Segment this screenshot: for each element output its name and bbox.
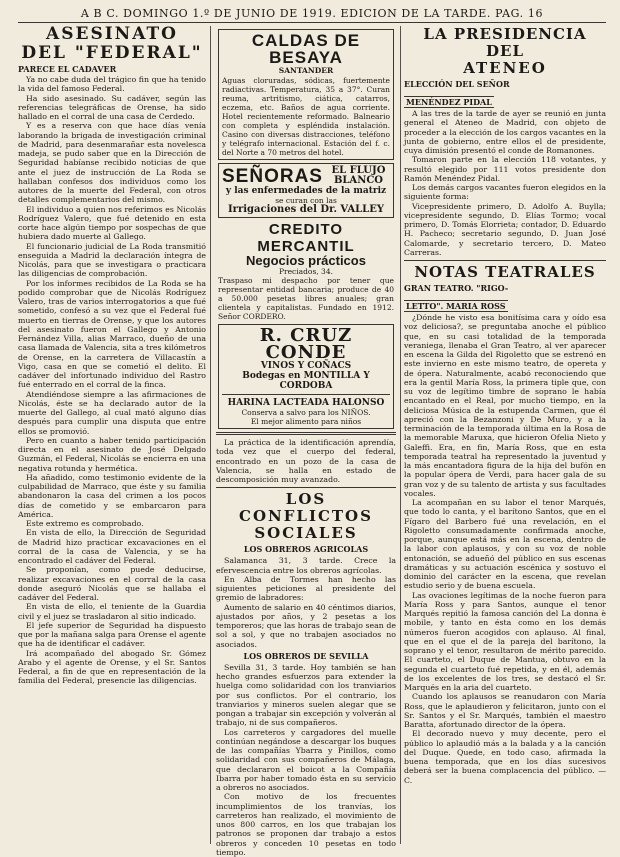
ad-text: y las enfermedades de la matriz	[225, 186, 387, 196]
section-subtitle: LETTO". MARIA ROSS	[406, 301, 506, 311]
paragraph: A las tres de la tarde de ayer se reunió en junta general el Ateneo de Madrid, con objeto de proceder a la elección de los cargos vacantes en la junta de gobierno, entre ellos el de presidente, cuya dimisión presentó el conde de Romanones.	[404, 109, 606, 155]
column-divider	[400, 26, 401, 844]
paragraph: El individuo a quien nos referimos es Nicolás Rodríguez Valero, que fué detenido en esta corte hace algún tiempo por sospechas de que hubiera dado muerte al Gallego.	[18, 204, 206, 242]
paragraph: Atendiéndose siempre a las afirmaciones de Nicolás, éste se ha declarado autor de la muerte del Gallego, al cual mató alguno días después para cumplir una disputa que entre ellos se promovió.	[18, 389, 206, 436]
article-subtitle: ELECCIÓN DEL SEÑOR	[404, 79, 510, 89]
paragraph: Con motivo de los frecuentes incumplimientos de los tranvías, los carreteros han realizado, el movimiento de unos 800 carros, en los que trabajan los patronos se proponen dar trabajo a estos obreros y conceden 10 pesetas en todo tiempo.	[216, 792, 396, 857]
paragraph: Sevilla 31, 3 tarde. Hoy también se han hecho grandes esfuerzos para extender la huelga como solidaridad con los tranviarios por sus conflictos. Por el contrario, los tranviarios y mineros suelen alegar que se pongan a trabajar sin excepción y volverán al trabajo, ni de sus compañeros.	[216, 662, 396, 728]
ad-text: Conserva a salvo para los NIÑOS.	[241, 408, 371, 417]
paragraph: Ya no cabe duda del trágico fin que ha tenido la vida del famoso Federal.	[18, 75, 206, 94]
ad-text: Traspaso mi despacho por tener que representar entidad bancaria; produce de 40 a 50.000 pesetas libres anuales; gran clientela y capitalistas. Fundado en 1912. Señor CORDERO.	[218, 276, 394, 321]
ad-subtitle: EL FLUJO BLANCO	[331, 165, 386, 186]
paragraph: La acompañan en su labor el tenor Marqués, que todo lo canta, y el barítono Santos, que en el Fígaro del Barbero fué una revelación, en el Rigoletto consumadamente confirmada anoche, porque, aunque está más en la escena, dentro de la labor con aplausos, y con su voz de noble entonación, se adueñó del público en sus escenas dramáticas y su actuación escénica y sostuvo el dominio del carácter en la escena, que revelan estudio serio y de buena escuela.	[404, 498, 606, 591]
section-title: LOS CONFLICTOS	[239, 490, 373, 526]
section-subtitle: LOS OBREROS AGRICOLAS	[243, 544, 369, 555]
paragraph: Por los informes recibidos de La Roda se ha podido comprobar que de Nicolás Rodríguez Valero, tras de varios interrogatorios a que fué sometido, confesó a su vez que el Federal fué muerto en tierras de Orense, y que los autores del asesinato fueron el Gallego y Antonio Fernández Villa, alias Marraco, dueño de una casa llamada de Valencia, sita a tres kilómetros de Orense, en la carretera de Villacastín a Vigo, casa en que se cometió el delito. El cadáver del infortunado individuo del Rastro fué enterrado en el corral de la finca.	[18, 278, 206, 390]
article-title: ATENEO	[463, 59, 547, 77]
paragraph: El decorado nuevo y muy decente, pero el público lo aplaudió más a la balada y a la canción del Duque. Quede, en todo caso, afirmada la buena temporada, que en los días sucesivos deberá ser la buena complacencia del público. —C.	[404, 729, 606, 785]
section-title: NOTAS TEATRALES	[414, 263, 596, 281]
article-title: ASESINATO	[46, 24, 178, 44]
ad-title: CREDITO MERCANTIL	[257, 221, 355, 255]
column-divider	[210, 26, 211, 844]
ad-subtitle: HARINA LACTEADA HALONSO	[227, 398, 385, 408]
ad-text: Preciados, 34.	[278, 267, 333, 276]
paragraph: Ha sido asesinado. Su cadáver, según las referencias telegráficas de Orense, ha sido hallado en el corral de una casa de Cerdedo.	[18, 93, 206, 121]
paragraph: Los carreteros y cargadores del muelle continúan negándose a descargar los buques de las compañías Ybarra y Pinillos, como solidaridad con sus compañeros de Málaga, que declararon el boicot a la Compañía Ibarra por haber tomado ésta en su servicio a obreros no asociados.	[216, 727, 396, 792]
paragraph: Y es a reserva con que hace días venía laborando la brigada de investigación criminal de Madrid, para desenmarañar esta novelesca madeja, se pudo saber que en la Dirección de Seguridad habíanse recibido noticias de que ante el juez de instrucción de La Roda se hallaban confesos dos individuos como los autores de la muerte del Federal, con otros detalles complementarios del mismo.	[18, 121, 206, 205]
ad-text: El mejor alimento para niños	[250, 417, 362, 426]
paragraph: Pero en cuanto a haber tenido participación directa en el asesinato de José Delgado Guzmán, el Federal, Nicolás se encierra en una negativa rotunda y hermética.	[18, 435, 206, 473]
paragraph: El jefe superior de Seguridad ha dispuesto que por la mañana salga para Orense el agente que ha de identificar el cadáver.	[18, 620, 206, 649]
paragraph: ¿Dónde he visto esa bonitísima cara y oído esa voz deliciosa?, se preguntaba anoche el público que, en su casi totalidad de la temporada veraniega, llenaba el Gran Teatro, al ver aparecer en escena la Gilda del Rigoletto que se estrenó en este invierno en este mismo teatro, de opereta y de ópera. Naturalmente, acabó reconociendo que era la gentil María Ross, la primera tiple que, con su voz de legítimo timbre de soprano le había encantado en el Real, por mucho tiempo, en la deliciosa Música de la estupenda Carmen, que él apreció con la Bezanzoni y De Muro, y a la terminación de la temporada última en la Rosa de la memorable Maruxa, que hicieron Ofelia Nieto y Galeffi. Era, en fin, María Ross, que en esta temporada teatral ha representado la juventud y la más encantadora figura de la hija del bufón en la popular ópera de Verdi, para hacer gala de su gran voz y de su talento de artista y sus facultades vocales.	[404, 313, 606, 498]
ad-credito-mercantil	[218, 221, 394, 321]
paragraph: Cuando los aplausos se reanudaron con María Ross, que le aplaudieron y felicitaron, junto con el Sr. Santos y el Sr. Marqués, también el maestro Baratta, afortunado director de la ópera.	[404, 692, 606, 729]
ad-text: Irrigaciones del Dr. VALLEY	[228, 204, 384, 215]
paragraph: Este extremo es comprobado.	[26, 519, 144, 528]
page-header	[18, 4, 606, 23]
paragraph: Vicepresidente primero, D. Adolfo A. Buylla; vicepresidente segundo, D. Elías Tormo; vocal primero, D. Tomás Elorrieta; contador, D. Eduardo H. Pacheco; secretario segundo, D. Juan José Calomarde, y secretario tercero, D. Mateo Carreras.	[404, 201, 606, 257]
ad-senoras	[218, 163, 394, 218]
section-title: SOCIALES	[254, 524, 358, 543]
ad-subtitle: Negocios prácticos	[246, 253, 366, 268]
ad-caldas-de-besaya	[218, 29, 394, 160]
ad-title: R. CRUZ CONDE	[259, 325, 353, 363]
paragraph: Aumento de salario en 40 céntimos diarios, ajustados por años, y 2 pesetas a los temporeros; que las horas de trabajo sean de sol a sol, y que no trabajen asociados no asociados.	[216, 602, 396, 649]
paragraph: En vista de ello, la Dirección de Seguridad de Madrid hizo practicar excavaciones en el corral de la casa de Valencia, y se ha encontrado el cadáver del Federal.	[18, 528, 206, 565]
ad-subtitle: SANTANDER	[278, 66, 334, 75]
header-text: A B C. DOMINGO 1.º DE JUNIO DE 1919. EDICION DE LA TARDE. PAG. 16	[80, 6, 544, 20]
ad-title: SEÑORAS	[222, 165, 323, 187]
ad-title: CALDAS DE BESAYA	[251, 31, 361, 67]
paragraph: En vista de ello, el teniente de la Guardia civil y el juez se trasladaron al sitio indicado.	[18, 602, 206, 621]
paragraph: Salamanca 31, 3 tarde. Crece la efervescencia entre los obreros agrícolas.	[216, 556, 396, 575]
article-subtitle: PARECE EL CADAVER	[18, 64, 117, 74]
article-title: DEL "FEDERAL"	[21, 43, 203, 63]
column-ateneo-teatro	[404, 26, 606, 844]
paragraph: Ha añadido, como testimonio evidente de la culpabilidad de Marraco, que éste y su familia abandonaron la casa del crimen a los pocos días de cometido y se embarcaron para América.	[18, 472, 206, 519]
paragraph: Tomaron parte en la elección 118 votantes, y resultó elegido por 111 votos presidente don Ramón Menéndez Pidal.	[404, 155, 606, 183]
column-asesinato	[18, 26, 206, 844]
article-title: LA PRESIDENCIA DEL	[423, 25, 587, 60]
paragraph: Los demás cargos vacantes fueron elegidos en la siguiente forma:	[404, 183, 606, 202]
ad-text: Aguas cloruradas, sódicas, fuertemente radiactivas. Temperatura, 35 a 37°. Curan reuma, artritismo, ciática, catarros, eczema, etc. Baños de agua corriente. Hotel recientemente reformado. Balneario con completa y espléndida instalación. Casino con diversas distracciones, teléfono y telégrafo internacional. Estación del f. c. del Norte a 70 metros del hotel.	[222, 76, 390, 157]
paragraph: La práctica de la identificación aprendía, toda vez que el cuerpo del federal, encontrado en un pozo de la casa de Valencia, se halla en estado de descomposición muy avanzado.	[216, 438, 396, 484]
ad-subtitle: Bodegas en MONTILLA Y CORDOBA	[242, 371, 370, 391]
paragraph: Las ovaciones legítimas de la noche fueron para María Ross y para Santos, aunque el tenor Marqués repitió la famosa canción del La donna è mobile, y tanto en ésta como en los demás números fueron acogidos con aplauso. Al final, que en el que el de la pareja del barítono, la soprano y el tenor, resultaron de mérito parecido. El cuarteto, el Duque de Mantua, obtuvo en la segunda el cuarteto fué repetida, y en él, además de los excelentes de los tres, se destacó el Sr. Marqués en la aria del cuarteto.	[404, 590, 606, 692]
paragraph: Irá acompañado del abogado Sr. Gómez Arabo y el agente de Orense, y el Sr. Santos Federal, a fin de que en representación de la familia del Federal, presencie las diligencias.	[18, 648, 206, 686]
column-ads-conflictos	[216, 26, 396, 857]
paragraph: En Alba de Tormes han hecho las siguientes peticiones al presidente del gremio de labradores:	[216, 574, 396, 603]
ad-cruz-conde	[218, 324, 394, 429]
ad-subtitle: VINOS Y COÑACS	[260, 361, 352, 371]
section-subtitle: GRAN TEATRO. "RIGO-	[404, 283, 509, 293]
paragraph: El funcionario judicial de La Roda transmitió enseguida a Madrid la declaración íntegra de Nicolás, para que se investigara o practicara las diligencias de comprobación.	[18, 241, 206, 279]
ad-text: se curan con las	[275, 196, 337, 205]
section-subtitle: LOS OBREROS DE SEVILLA	[243, 650, 369, 661]
paragraph: Se proponían, como puede deducirse, realizar excavaciones en el corral de la casa donde aseguró Nicolás que se hallaba el cadáver del Federal.	[18, 565, 206, 602]
article-subtitle: MENÉNDEZ PIDAL	[406, 97, 492, 107]
